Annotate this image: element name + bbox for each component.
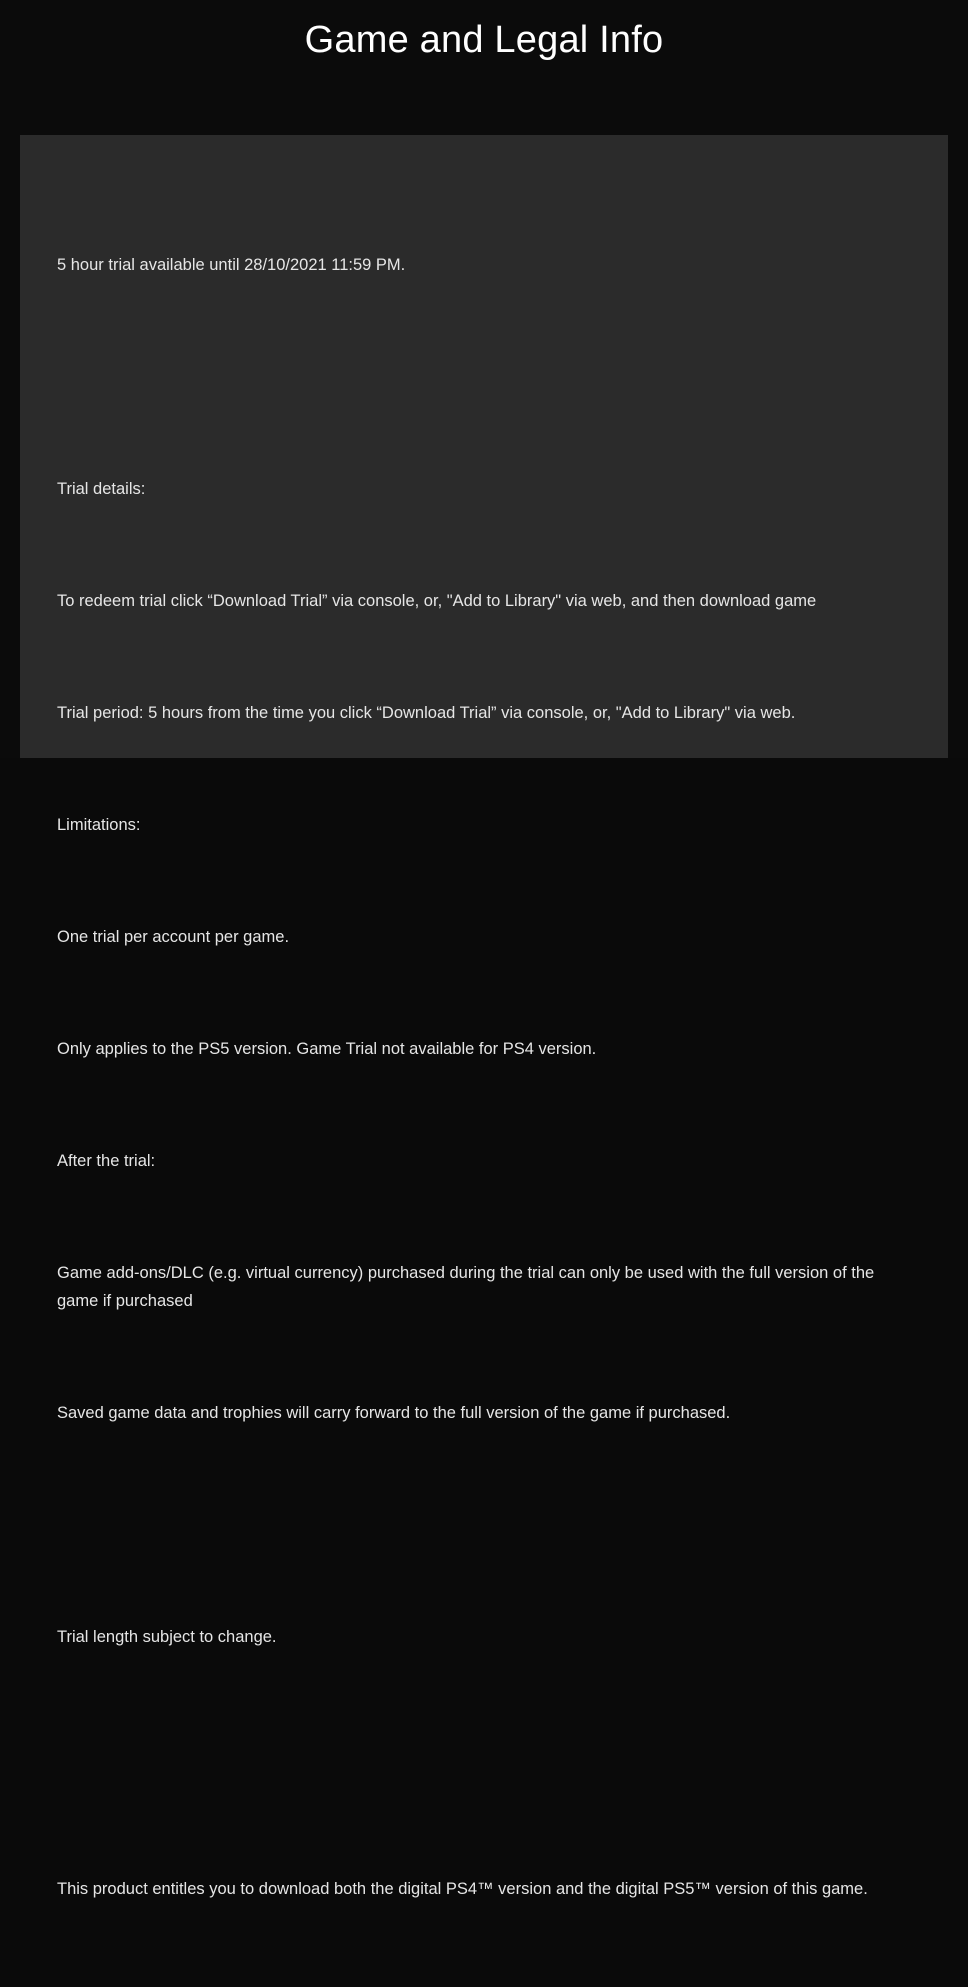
- paragraph-spacer: [57, 363, 891, 391]
- trial-period-text: Trial period: 5 hours from the time you click “Download Trial” via console, or, "Add to Library" via web.: [57, 704, 796, 722]
- after-trial-addons-text: Game add-ons/DLC (e.g. virtual currency) purchased during the trial can only be used with the full version of the game if purchased: [57, 1264, 879, 1310]
- trial-length-notice-text: Trial length subject to change.: [57, 1628, 277, 1646]
- limitation-ps5-only-text: Only applies to the PS5 version. Game Trial not available for PS4 version.: [57, 1040, 597, 1058]
- after-trial-heading: After the trial:: [57, 1152, 156, 1170]
- legal-info-panel: [20, 135, 948, 1898]
- page-title: Game and Legal Info: [304, 19, 664, 61]
- trial-details-heading: Trial details:: [57, 480, 146, 498]
- paragraph-spacer: [57, 1735, 891, 1791]
- redeem-instructions-text: To redeem trial click “Download Trial” via console, or, "Add to Library" via web, and then download game: [57, 592, 817, 610]
- limitations-heading: Limitations:: [57, 816, 141, 834]
- trial-availability-text: 5 hour trial available until 28/10/2021 11:59 PM.: [57, 256, 406, 274]
- entitlement-notice-text: This product entitles you to download both the digital PS4™ version and the digital PS5™ version of this game.: [57, 1880, 868, 1898]
- paragraph-spacer: [57, 1511, 891, 1539]
- after-trial-saves-text: Saved game data and trophies will carry forward to the full version of the game if purchased.: [57, 1404, 731, 1422]
- limitation-one-trial-text: One trial per account per game.: [57, 928, 290, 946]
- legal-info-text: [57, 167, 891, 1987]
